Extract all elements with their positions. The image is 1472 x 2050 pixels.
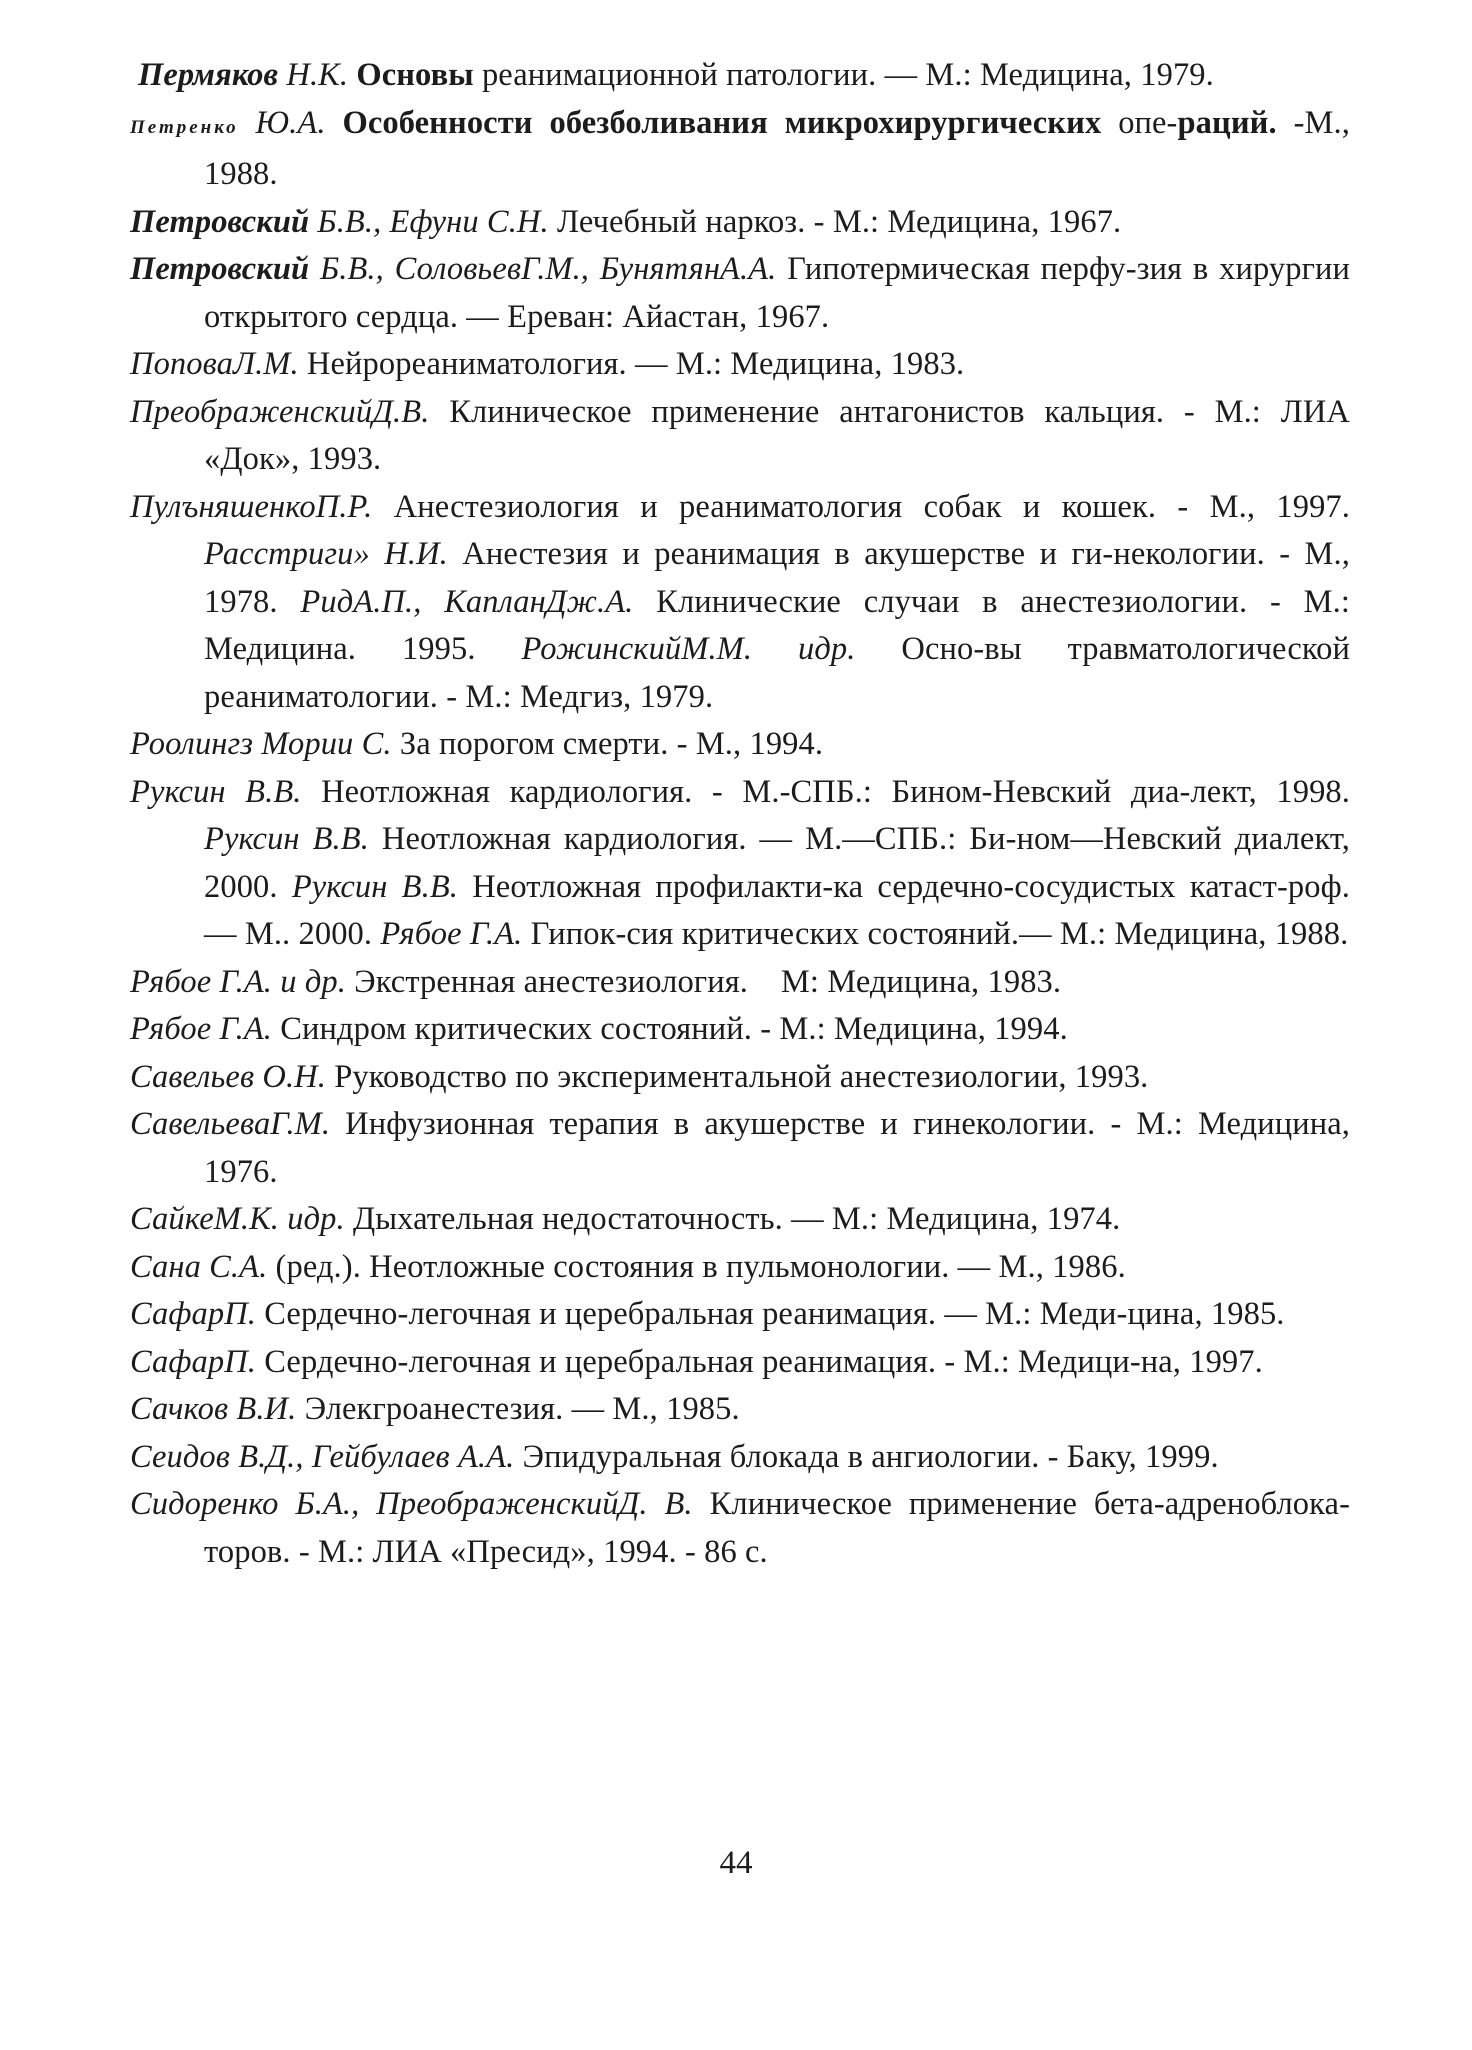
entry-details: Сердечно-легочная и церебральная реанимация. - М.: Медици-на, 1997. — [256, 1343, 1263, 1380]
entry-details: реанимационной патологии. — М.: Медицина, 1979. — [473, 57, 1214, 93]
entry-author: Петренко — [130, 116, 239, 138]
entry-author: ПоповаЛ.М. — [130, 346, 299, 382]
entry-title-cont: раций. — [1177, 104, 1277, 141]
bibliography-list — [130, 52, 1350, 1576]
entry-author: Руксин В.В. — [130, 773, 302, 810]
entry-details: Дыхательная недостаточность. — М.: Медицина, 1974. — [344, 1201, 1121, 1237]
entry-details: Руководство по экспериментальной анестезиологии, 1993. — [325, 1058, 1149, 1095]
entry-author: Сидоренко Б.А., ПреображенскийД. В. — [130, 1486, 693, 1522]
bibliography-entry — [130, 1434, 1350, 1482]
entry-author: Роолингз Мории С. — [130, 726, 392, 762]
entry-details: Неотложная профилакти-ка сердечно-сосудистых катаст-роф. — М.. 2000. — [204, 868, 1350, 952]
entry-details: Анестезия и реанимация в акушерстве и ги-некологии. - М., 1978. — [204, 536, 1351, 620]
entry-details: Гипок-сия критических состояний.— М.: Медицина, 1988. — [522, 916, 1349, 952]
entry-author: РожинскийМ.М. идр. — [521, 631, 856, 667]
entry-details: -М., 1988. — [204, 104, 1350, 192]
entry-author: Рябое Г.А. и др. — [130, 963, 346, 1000]
bibliography-entry — [130, 1006, 1350, 1054]
bibliography-entry — [130, 246, 1350, 341]
entry-details: Неотложная кардиология. - М.-СПБ.: Бином-Невский диа-лект, 1998. — [301, 773, 1350, 810]
entry-author: Руксин В.В. — [204, 821, 369, 857]
bibliography-entry — [130, 1291, 1350, 1339]
entry-details: За порогом смерти. - М., 1994. — [391, 726, 824, 762]
entry-author: Сана С.А. — [130, 1248, 268, 1285]
entry-title: Основы — [356, 57, 474, 93]
entry-author: Петровский — [130, 251, 310, 287]
entry-author: Сачков В.И. — [130, 1391, 297, 1427]
bibliography-entry — [130, 199, 1350, 247]
bibliography-entry — [138, 52, 1350, 100]
entry-author: ПреображенскийД.В. — [130, 393, 430, 430]
bibliography-entry — [130, 721, 1350, 769]
entry-details: Гипотермическая перфу-зия в хирургии открытого сердца. — Ереван: Айастан, 1967. — [204, 251, 1350, 335]
entry-details: Экстренная анестезиология. М: Медицина, 1983. — [345, 963, 1062, 1000]
entry-author: СафарП. — [130, 1296, 257, 1332]
entry-initials: Ю.А. — [238, 104, 343, 141]
entry-coauthors: Б.В., Ефуни С.Н. — [309, 203, 549, 240]
entry-title: Особенности обезболивания микрохирургических — [342, 104, 1102, 141]
entry-author: Пермяков — [138, 57, 279, 93]
bibliography-entry — [130, 1054, 1350, 1102]
page-number: 44 — [719, 1845, 753, 1881]
entry-author: Руксин В.В. — [291, 868, 459, 905]
entry-text: опе- — [1101, 104, 1178, 141]
entry-details: Инфузионная терапия в акушерстве и гинекологии. - М.: Медицина, 1976. — [204, 1106, 1350, 1190]
entry-details: Нейрореаниматология. — М.: Медицина, 1983. — [298, 346, 965, 382]
entry-details: Клиническое применение бета-адреноблока-торов. - М.: ЛИА «Пресид», 1994. - 86 с. — [204, 1486, 1351, 1570]
bibliography-entry — [130, 1481, 1350, 1576]
bibliography-entry — [130, 1386, 1350, 1434]
entry-author: СафарП. — [130, 1343, 257, 1380]
entry-details: Клиническое применение антагонистов кальция. - М.: ЛИА «Док», 1993. — [204, 393, 1350, 477]
entry-author: Расстриги» Н.И. — [204, 536, 448, 572]
entry-author: СайкеМ.К. идр. — [130, 1201, 345, 1237]
entry-details: Неотложная кардиология. — М.—СПБ.: Би-ном—Невский диалект, 2000. — [204, 821, 1350, 905]
bibliography-entry — [130, 1244, 1350, 1292]
bibliography-entry — [130, 341, 1350, 389]
entry-details: Элекгроанестезия. — М., 1985. — [296, 1391, 740, 1427]
bibliography-entry — [130, 100, 1350, 199]
entry-author: Рябое Г.А. — [380, 916, 523, 952]
bibliography-entry — [130, 959, 1350, 1007]
entry-details: Осно-вы травматологической реаниматологии. - М.: Медгиз, 1979. — [204, 631, 1350, 715]
entry-details: (ред.). Неотложные состояния в пульмонологии. — М., 1986. — [267, 1248, 1126, 1285]
entry-author: Савельев О.Н. — [130, 1058, 326, 1095]
entry-details: Сердечно-легочная и церебральная реанимация. — М.: Меди-цина, 1985. — [256, 1296, 1285, 1332]
bibliography-entry — [130, 1339, 1350, 1387]
entry-details: Эпидуральная блокада в ангиологии. - Баку, 1999. — [514, 1438, 1219, 1475]
entry-author: СавельеваГ.М. — [130, 1106, 331, 1142]
entry-author: Рябое Г.А. — [130, 1011, 273, 1047]
bibliography-entry — [130, 389, 1350, 484]
bibliography-entry — [130, 769, 1350, 959]
bibliography-entry — [130, 484, 1350, 722]
entry-author: Петровский — [130, 203, 310, 240]
entry-author: РидА.П., КапланДж.А. — [300, 583, 634, 620]
entry-author: ПулъняшенкоП.Р. — [130, 488, 373, 525]
entry-details: Синдром критических состояний. - М.: Медицина, 1994. — [272, 1011, 1068, 1047]
bibliography-entry — [130, 1101, 1350, 1196]
entry-initials: Н.К. — [278, 57, 357, 93]
entry-details: Клинические случаи в анестезиологии. - М.: Медицина. 1995. — [204, 583, 1351, 667]
entry-author: Сеидов В.Д., Гейбулаев А.А. — [130, 1438, 515, 1475]
entry-coauthors: Б.В., СоловьевГ.М., БунятянА.А. — [309, 251, 777, 287]
entry-details: Лечебный наркоз. - М.: Медицина, 1967. — [548, 203, 1122, 240]
entry-details: Анестезиология и реаниматология собак и кошек. - М., 1997. — [372, 488, 1350, 525]
bibliography-entry — [130, 1196, 1350, 1244]
